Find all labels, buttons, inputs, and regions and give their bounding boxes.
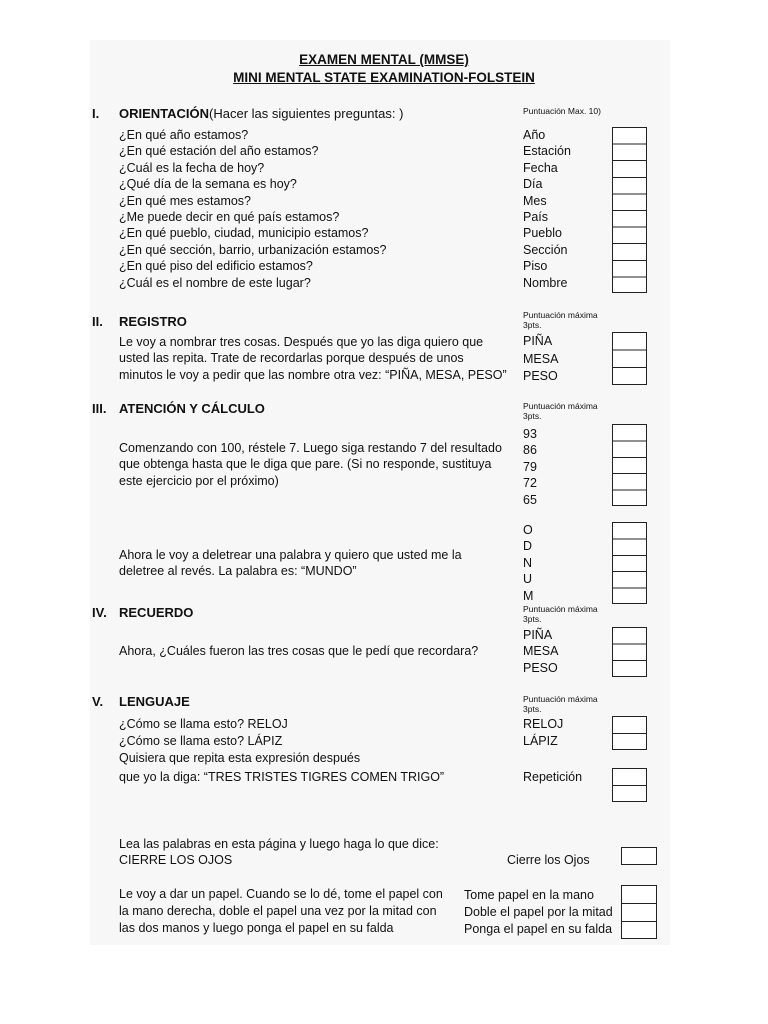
section-5-question-2: ¿Cómo se llama esto? LÁPIZ [119, 734, 283, 748]
score-label: 93 [523, 427, 537, 441]
question: ¿Cuál es el nombre de este lugar? [119, 275, 311, 290]
section-1-score-boxes[interactable] [612, 127, 647, 293]
section-1-labels [523, 127, 571, 291]
section-4-text: Ahora, ¿Cuáles fueron las tres cosas que le pedí que recordara? [119, 644, 479, 658]
section-3-score-boxes-a[interactable] [612, 424, 647, 506]
question: ¿En qué piso del edificio estamos? [119, 259, 313, 274]
section-5-question-1: ¿Cómo se llama esto? RELOJ [119, 717, 288, 731]
text-line: deletree al revés. La palabra es: “MUNDO” [119, 564, 357, 579]
score-label: Día [523, 177, 543, 192]
section-1-score-note: Puntuación Max. 10) [523, 106, 601, 116]
question: ¿En qué pueblo, ciudad, municipio estamos? [119, 226, 369, 241]
question: ¿En qué sección, barrio, urbanización estamos? [119, 242, 387, 257]
score-label: Tome papel en la mano [464, 888, 594, 902]
read-instruction: Lea las palabras en esta página y luego haga lo que dice: [119, 837, 439, 851]
score-label: PIÑA [523, 628, 553, 642]
score-label: M [523, 588, 534, 603]
question: ¿En qué año estamos? [119, 128, 249, 142]
close-eyes-score-box[interactable] [621, 847, 657, 865]
score-label: Nombre [523, 275, 568, 290]
section-4-name: RECUERDO [119, 605, 194, 620]
paper-instruction [119, 886, 443, 937]
text-line: la mano derecha, doble el papel una vez por la mitad con [119, 904, 437, 918]
section-5-question-3a: Quisiera que repita esta expresión después [119, 751, 361, 765]
section-2-text [119, 334, 507, 383]
section-2-name: REGISTRO [119, 314, 187, 329]
paper-score-boxes[interactable] [621, 885, 657, 939]
text-line: este ejercicio por el próximo) [119, 473, 279, 488]
section-1-number: I. [92, 106, 100, 121]
text-line: las dos manos y luego ponga el papel en su falda [119, 921, 394, 935]
section-3-name: ATENCIÓN Y CÁLCULO [119, 401, 265, 416]
section-2-score-note: Puntuación máxima 3pts. [523, 310, 598, 330]
score-label: Piso [523, 259, 548, 274]
paper-labels [464, 887, 613, 938]
section-1-instruction: (Hacer las siguientes preguntas: ) [209, 106, 404, 121]
section-5-number: V. [92, 694, 104, 709]
text-line: usted las repita. Trate de recordarlas porque después de unos [119, 351, 464, 366]
section-3-text-b [119, 547, 462, 580]
section-2-number: II. [92, 314, 103, 329]
score-label: Cierre los Ojos [507, 853, 590, 867]
section-3-text-a [119, 440, 502, 489]
question: ¿Me puede decir en qué país estamos? [119, 209, 340, 224]
section-5-score-boxes[interactable] [612, 716, 647, 750]
text-line: que obtenga hasta que le diga que pare. (Si no responde, sustituya [119, 457, 492, 472]
text-line: minutos le voy a pedir que las nombre otra vez: “PIÑA, MESA, PESO” [119, 367, 507, 382]
section-1-questions [119, 127, 387, 291]
section-2-labels [523, 333, 558, 386]
question: ¿Cuál es la fecha de hoy? [119, 160, 265, 175]
question: ¿Qué día de la semana es hoy? [119, 177, 297, 192]
score-label: Repetición [523, 770, 583, 784]
section-3-labels-a [523, 426, 537, 508]
section-5-name: LENGUAJE [119, 694, 190, 709]
score-label: MESA [523, 644, 559, 659]
score-label: Fecha [523, 160, 558, 175]
score-label: 72 [523, 476, 537, 491]
text-line: Comenzando con 100, réstele 7. Luego siga restando 7 del resultado [119, 441, 502, 455]
repetition-score-boxes[interactable] [612, 768, 647, 802]
section-1-heading [119, 106, 403, 121]
section-4-labels [523, 627, 558, 676]
exam-subtitle: MINI MENTAL STATE EXAMINATION-FOLSTEIN [233, 70, 535, 85]
score-label: O [523, 523, 533, 537]
score-label: Ponga el papel en su falda [464, 922, 613, 936]
score-label: País [523, 209, 549, 224]
exam-title: EXAMEN MENTAL (MMSE) [299, 52, 469, 67]
text-line: Le voy a dar un papel. Cuando se lo dé, tome el papel con [119, 887, 443, 901]
score-label: 86 [523, 443, 537, 458]
score-label: Sección [523, 242, 568, 257]
score-label: LÁPIZ [523, 734, 558, 748]
score-label: 79 [523, 459, 537, 474]
score-label: PESO [523, 660, 558, 675]
text-line: Le voy a nombrar tres cosas. Después que yo las diga quiero que [119, 335, 484, 349]
section-4-score-note: Puntuación máxima 3pts. [523, 604, 598, 624]
score-label: PESO [523, 369, 558, 383]
score-label: Año [523, 128, 546, 142]
section-2-score-boxes[interactable] [612, 332, 647, 385]
read-command: CIERRE LOS OJOS [119, 853, 233, 867]
question: ¿En qué mes estamos? [119, 193, 252, 208]
score-label: Mes [523, 193, 547, 208]
section-4-score-boxes[interactable] [612, 627, 647, 677]
score-label: MESA [523, 351, 559, 366]
score-label: PIÑA [523, 334, 553, 348]
section-1-name: ORIENTACIÓN [119, 106, 210, 121]
score-label: 65 [523, 492, 537, 507]
section-5-score-note: Puntuación máxima 3pts. [523, 694, 598, 714]
score-label: D [523, 539, 533, 554]
section-4-number: IV. [92, 605, 107, 620]
section-5-question-3b: que yo la diga: “TRES TRISTES TIGRES COMEN TRIGO” [119, 770, 445, 784]
section-3-labels-b [523, 522, 533, 604]
score-label: N [523, 555, 533, 570]
section-3-score-note: Puntuación máxima 3pts. [523, 401, 598, 421]
question: ¿En qué estación del año estamos? [119, 144, 319, 159]
score-label: Estación [523, 144, 571, 159]
score-label: U [523, 572, 533, 587]
score-label: Pueblo [523, 226, 562, 241]
text-line: Ahora le voy a deletrear una palabra y quiero que usted me la [119, 548, 462, 562]
score-label: Doble el papel por la mitad [464, 905, 613, 919]
section-3-score-boxes-b[interactable] [612, 522, 647, 604]
section-3-number: III. [92, 401, 107, 416]
score-label: RELOJ [523, 717, 564, 731]
